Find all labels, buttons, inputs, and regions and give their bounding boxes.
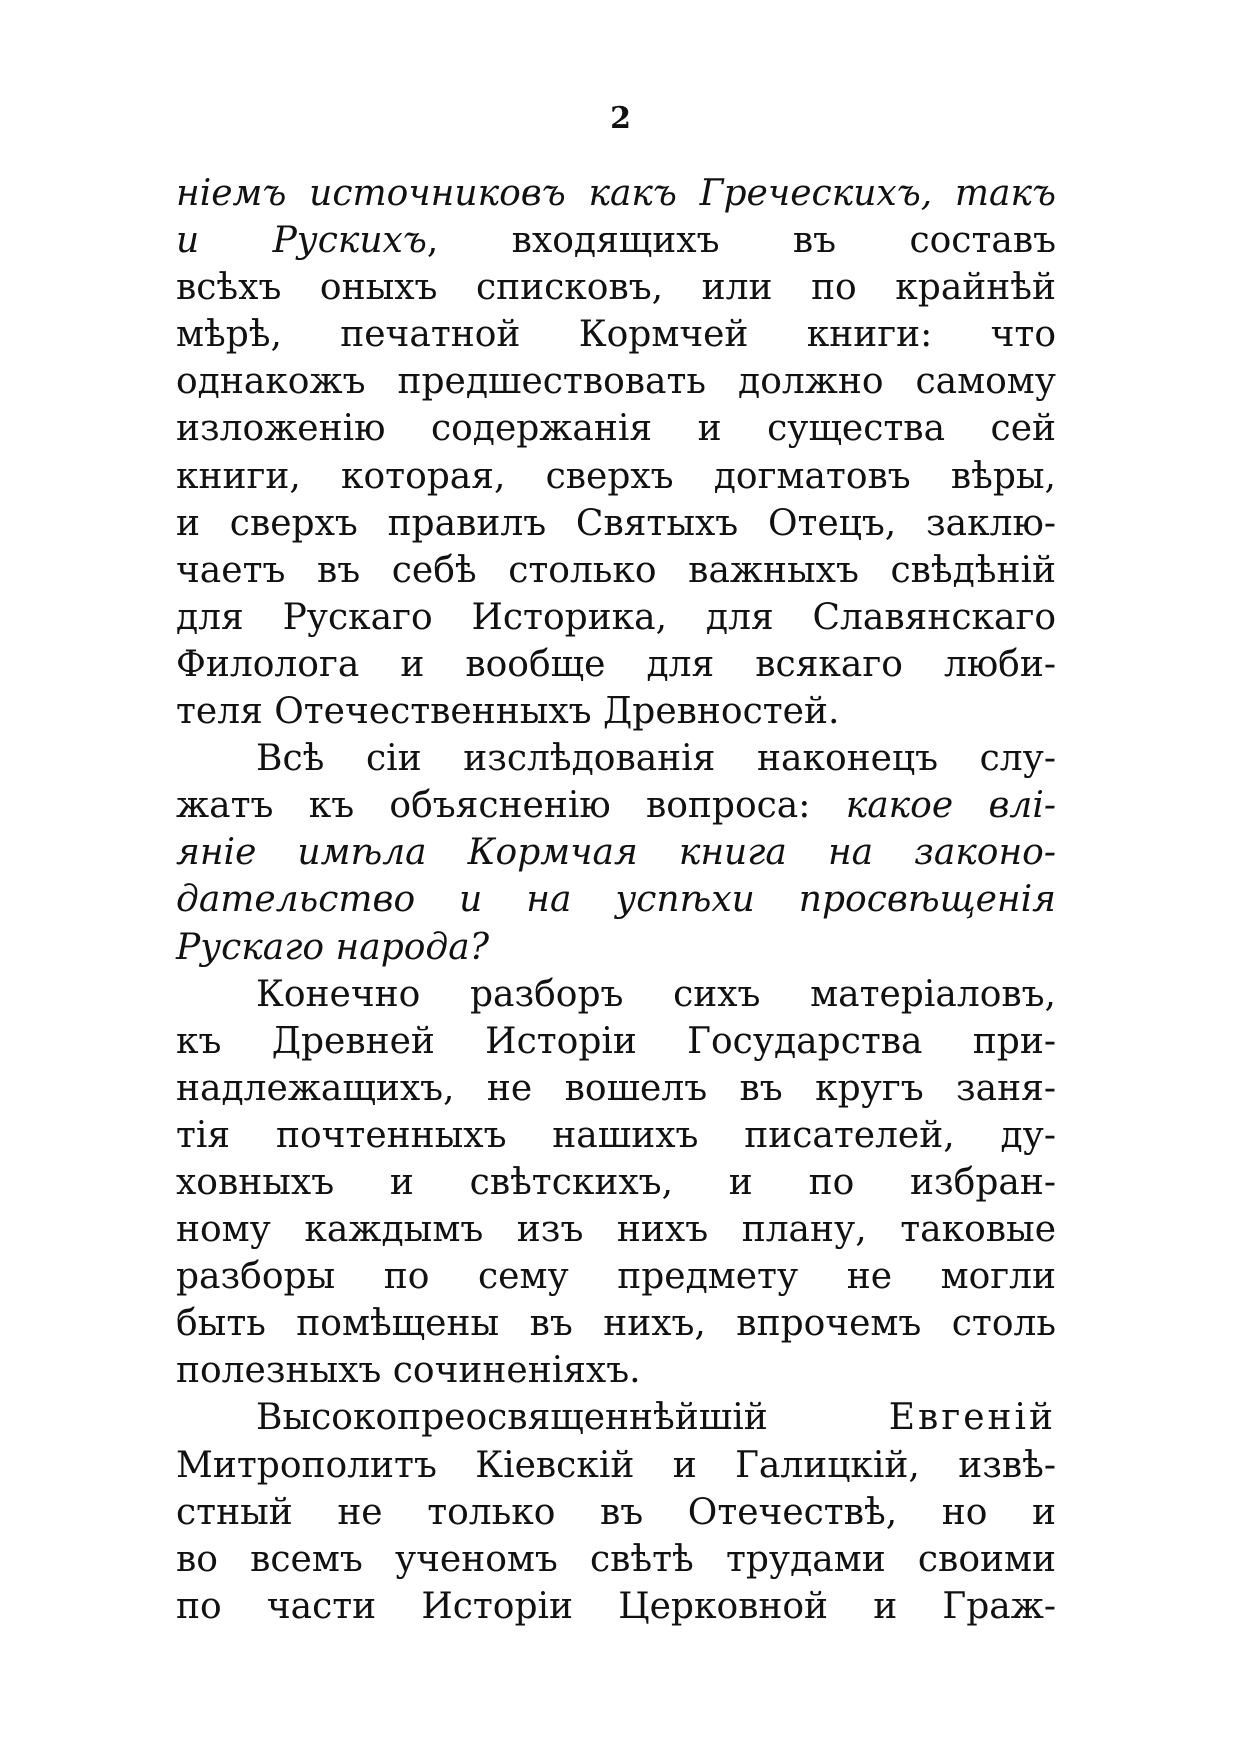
text-segment: Евгеній	[888, 1397, 1056, 1439]
text-line	[176, 1206, 1056, 1253]
text-line	[176, 1065, 1056, 1112]
text-segment: стный не только въ Отечествѣ, но и	[176, 1491, 1056, 1533]
text-segment: во всемъ ученомъ свѣтѣ трудами своими	[176, 1538, 1056, 1580]
text-segment: ховныхъ и свѣтскихъ, и по избран-	[176, 1161, 1056, 1203]
text-segment: Высокопреосвященнѣйшій	[256, 1397, 889, 1439]
italic-text-segment: и Рускихъ	[176, 220, 427, 262]
text-segment: жатъ къ объясненію вопроса:	[176, 785, 846, 827]
text-line	[176, 594, 1056, 641]
text-segment: , входящихъ въ составъ	[426, 220, 1056, 262]
page-body-text	[176, 170, 1056, 1630]
text-line	[176, 1347, 1056, 1394]
text-line	[176, 735, 1056, 782]
text-segment: Конечно разборъ сихъ матеріаловъ,	[256, 973, 1056, 1015]
text-segment: ному каждымъ изъ нихъ плану, таковые	[176, 1209, 1056, 1251]
text-line	[176, 217, 1056, 264]
text-line	[176, 1442, 1056, 1489]
text-line	[176, 1018, 1056, 1065]
text-line	[176, 688, 1056, 735]
text-line	[176, 170, 1056, 217]
text-segment: мѣрѣ, печатной Кормчей книги: что	[176, 314, 1056, 356]
text-line	[176, 924, 1056, 971]
paragraph	[176, 170, 1056, 735]
paragraph	[176, 735, 1056, 970]
text-line	[176, 782, 1056, 829]
text-segment: тія почтенныхъ нашихъ писателей, ду-	[176, 1114, 1056, 1156]
italic-text-segment: ніемъ источниковъ какъ Греческихъ, такъ	[176, 173, 1056, 214]
italic-text-segment: Рускаго народа?	[176, 926, 490, 968]
text-segment: теля Отечественныхъ Древностей.	[176, 691, 840, 733]
text-segment: Митрополитъ Кіевскій и Галицкій, извѣ-	[176, 1444, 1056, 1486]
text-segment: разборы по сему предмету не могли	[176, 1256, 1056, 1298]
text-line	[176, 500, 1056, 547]
text-segment: полезныхъ сочиненіяхъ.	[176, 1350, 641, 1392]
text-segment: Филолога и вообще для всякаго люби-	[176, 643, 1056, 685]
page-number: 2	[610, 101, 631, 136]
text-line	[176, 311, 1056, 358]
text-line	[176, 1159, 1056, 1206]
text-line	[176, 405, 1056, 452]
text-segment: книги, которая, сверхъ догматовъ вѣры,	[176, 455, 1056, 497]
text-line	[176, 971, 1056, 1018]
text-line	[176, 1300, 1056, 1347]
text-segment: и сверхъ правилъ Святыхъ Отецъ, заклю-	[176, 502, 1056, 544]
text-segment: Всѣ сіи изслѣдованія наконецъ слу-	[256, 738, 1056, 780]
text-segment: изложенію содержанія и существа сей	[176, 408, 1056, 450]
text-segment: по части Исторіи Церковной и Граж-	[176, 1585, 1056, 1627]
text-segment: къ Древней Исторіи Государства при-	[176, 1020, 1056, 1062]
text-line	[176, 1253, 1056, 1300]
text-segment: всѣхъ оныхъ списковъ, или по крайнѣй	[176, 267, 1056, 309]
text-line	[176, 876, 1056, 923]
text-line	[176, 1489, 1056, 1536]
text-line	[176, 829, 1056, 876]
text-line	[176, 1112, 1056, 1159]
text-line	[176, 1536, 1056, 1583]
italic-text-segment: яніе имѣла Кормчая книга на законо-	[176, 832, 1056, 874]
text-line	[176, 264, 1056, 311]
text-line	[176, 641, 1056, 688]
text-line	[176, 1394, 1056, 1441]
italic-text-segment: какое влі-	[845, 785, 1056, 827]
text-segment: для Рускаго Историка, для Славянскаго	[176, 596, 1056, 638]
text-line	[176, 547, 1056, 594]
text-segment: надлежащихъ, не вошелъ въ кругъ заня-	[176, 1067, 1056, 1109]
text-segment: чаетъ въ себѣ столько важныхъ свѣдѣній	[176, 549, 1056, 591]
paragraph	[176, 971, 1056, 1395]
paragraph	[176, 1394, 1056, 1629]
text-segment: быть помѣщены въ нихъ, впрочемъ столь	[176, 1303, 1056, 1345]
text-line	[176, 1583, 1056, 1630]
text-segment: однакожъ предшествовать должно самому	[176, 361, 1056, 403]
text-line	[176, 453, 1056, 500]
italic-text-segment: дательство и на успѣхи просвѣщенія	[176, 879, 1056, 921]
text-line	[176, 358, 1056, 405]
